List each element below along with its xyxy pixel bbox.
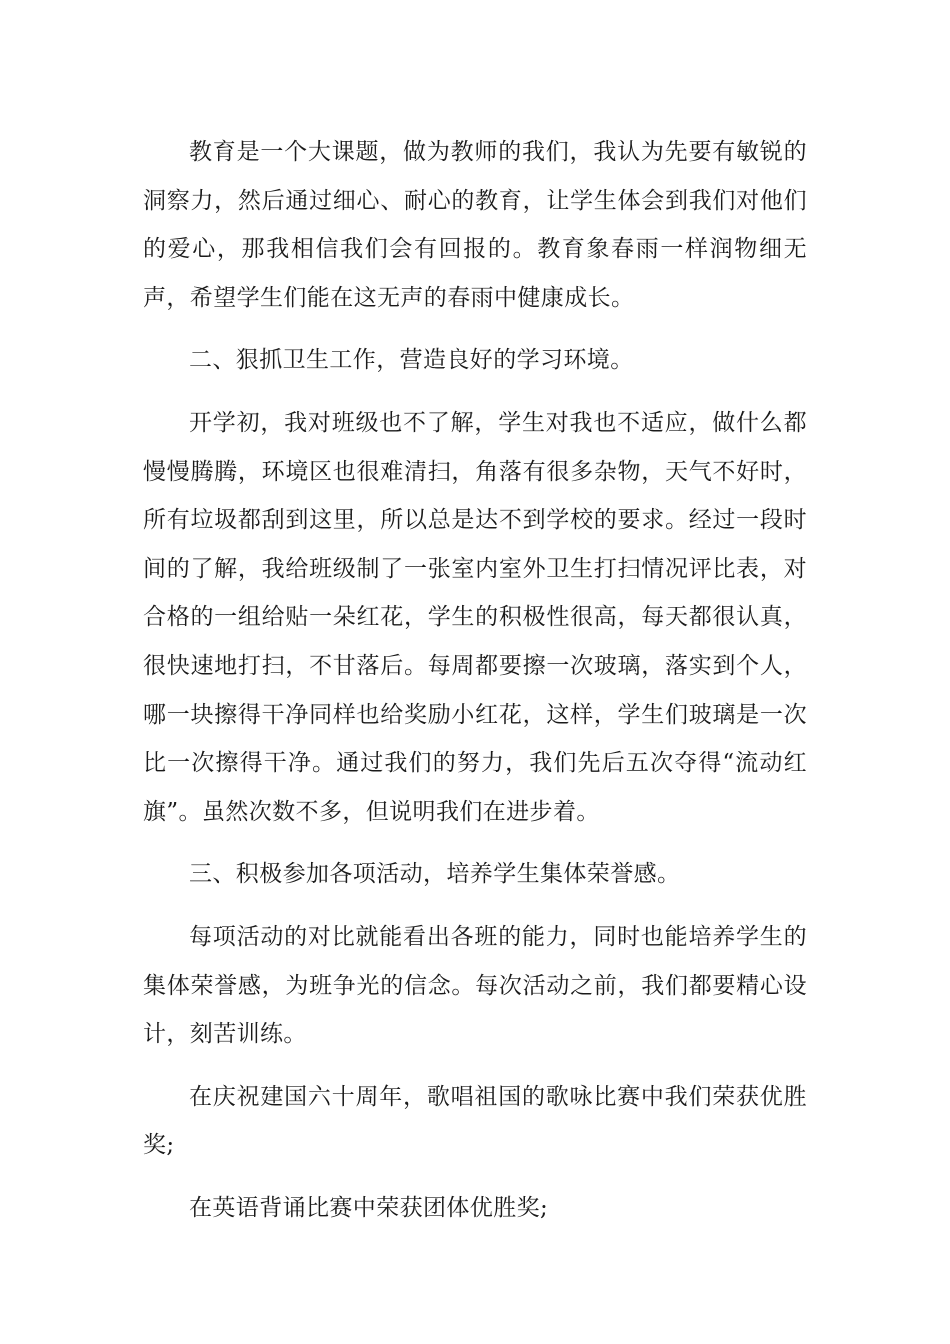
paragraph-singing-award: 在庆祝建国六十周年，歌唱祖国的歌咏比赛中我们荣获优胜奖; [143, 1083, 807, 1159]
paragraph-english-award: 在英语背诵比赛中荣获团体优胜奖; [189, 1194, 549, 1221]
paragraph-education: 教育是一个大课题，做为教师的我们，我认为先要有敏锐的洞察力，然后通过细心、耐心的教育，让学生体会到我们对他们的爱心，那我相信我们会有回报的。教育象春雨一样润物细无声，希望学生们能在这无声的春雨中健康成长。 [143, 139, 807, 311]
heading-activities: 三、积极参加各项活动，培养学生集体荣誉感。 [189, 861, 681, 888]
heading-hygiene-work: 二、狠抓卫生工作，营造良好的学习环境。 [189, 347, 634, 374]
document-body [143, 128, 807, 1246]
paragraph-hygiene: 开学初，我对班级也不了解，学生对我也不适应，做什么都慢慢腾腾，环境区也很难清扫，角落有很多杂物，天气不好时，所有垃圾都刮到这里，所以总是达不到学校的要求。经过一段时间的了解，我给班级制了一张室内室外卫生打扫情况评比表，对合格的一组给贴一朵红花，学生的积极性很高，每天都很认真，很快速地打扫，不甘落后。每周都要擦一次玻璃，落实到个人，哪一块擦得干净同样也给奖励小红花，这样，学生们玻璃是一次比一次擦得干净。通过我们的努力，我们先后五次夺得“流动红旗”。虽然次数不多，但说明我们在进步着。 [143, 409, 807, 825]
paragraph-activities: 每项活动的对比就能看出各班的能力，同时也能培养学生的集体荣誉感，为班争光的信念。每次活动之前，我们都要精心设计，刻苦训练。 [143, 923, 807, 1048]
